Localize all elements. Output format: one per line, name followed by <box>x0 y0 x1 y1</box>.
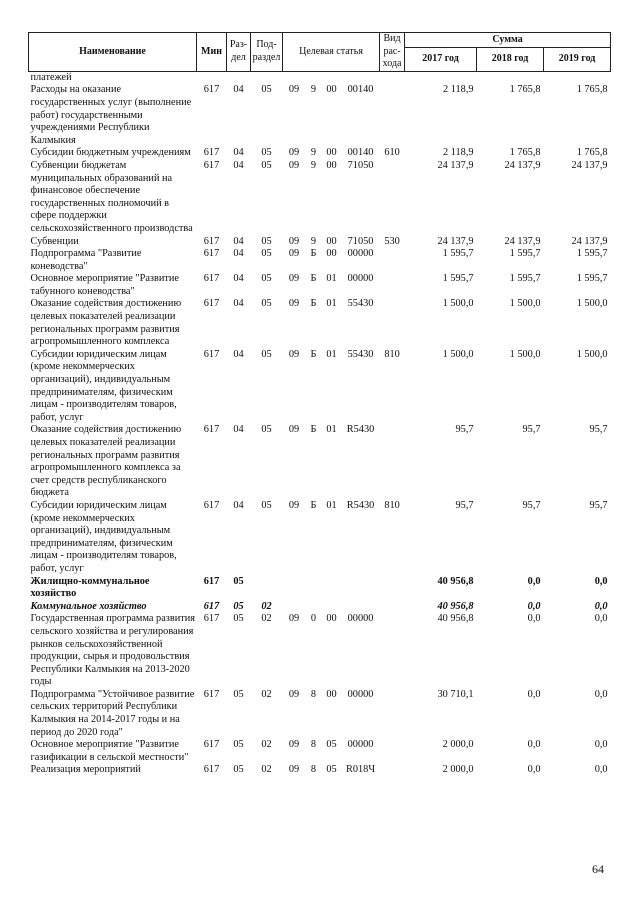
row-sum-2017: 40 956,8 <box>437 600 474 612</box>
row-target-program: 09 <box>288 248 300 260</box>
table-row <box>29 739 611 764</box>
row-target-event: 00 <box>326 248 337 260</box>
row-target-program: 09 <box>288 499 300 511</box>
row-sum-2018: 95,7 <box>522 499 541 511</box>
row-name: платежей <box>30 71 72 83</box>
row-sum-2018: 0,0 <box>527 764 541 776</box>
row-sum-2019: 0,0 <box>594 613 608 625</box>
row-sum-2019 <box>544 71 611 84</box>
row-podrazdel: 05 <box>261 273 272 285</box>
row-razdel <box>227 71 251 84</box>
row-expense-type: 530 <box>384 235 400 247</box>
row-razdel: 05 <box>233 688 244 700</box>
row-target-event: 00 <box>326 688 337 700</box>
row-name: Субвенции бюджетам муниципальных образований на финансовое обеспечение государственных полномочий в сфере поддержки сельскохозяйственного производства <box>30 159 193 234</box>
row-target-direction: R018Ч <box>346 764 376 776</box>
row-expense-type: 810 <box>384 499 400 511</box>
row-razdel: 04 <box>233 248 244 260</box>
row-expense-type <box>380 739 405 764</box>
row-sum-2017: 1 595,7 <box>442 248 474 260</box>
table-row <box>29 576 611 601</box>
row-target-event: 05 <box>326 764 337 776</box>
table-row <box>29 424 611 500</box>
row-razdel: 05 <box>233 764 244 776</box>
row-name: Оказание содействия достижению целевых показателей реализации региональных программ развития агропромышленного комплекса за счет средств республиканского бюджета <box>30 424 182 499</box>
row-target-direction <box>342 576 380 601</box>
header-year-2018: 2018 год <box>477 48 544 71</box>
row-podrazdel: 05 <box>261 159 272 171</box>
row-ministry: 617 <box>203 424 220 436</box>
row-podrazdel: 05 <box>261 147 272 159</box>
row-sum-2017: 2 000,0 <box>442 739 474 751</box>
row-sum-2019: 1 595,7 <box>576 248 608 260</box>
row-expense-type <box>380 160 405 236</box>
row-ministry: 617 <box>203 248 220 260</box>
row-target-event: 01 <box>326 348 337 360</box>
row-target-event <box>322 71 342 84</box>
row-sum-2019: 95,7 <box>589 424 608 436</box>
row-sum-2018 <box>477 71 544 84</box>
row-target-direction: 71050 <box>347 235 374 247</box>
table-row <box>29 689 611 739</box>
header-sum: Сумма <box>405 33 611 48</box>
table-row <box>29 236 611 249</box>
row-razdel: 04 <box>233 147 244 159</box>
row-sum-2018: 1 595,7 <box>509 248 541 260</box>
row-podrazdel: 02 <box>261 764 272 776</box>
row-target-subprogram: Б <box>310 424 317 436</box>
row-target-event: 01 <box>326 298 337 310</box>
row-name: Реализация мероприятий <box>30 764 141 776</box>
row-sum-2017: 30 710,1 <box>437 688 474 700</box>
row-sum-2017: 2 118,9 <box>443 147 474 159</box>
row-target-program: 09 <box>288 764 300 776</box>
row-sum-2017: 95,7 <box>455 424 474 436</box>
row-target-subprogram: 8 <box>310 688 317 700</box>
row-sum-2019: 1 595,7 <box>576 273 608 285</box>
row-target-event <box>322 576 342 601</box>
table-row <box>29 349 611 425</box>
row-expense-type: 810 <box>384 348 400 360</box>
row-sum-2017: 2 000,0 <box>442 764 474 776</box>
row-podrazdel: 02 <box>261 613 272 625</box>
row-target-subprogram: 8 <box>310 764 317 776</box>
row-target-subprogram: Б <box>310 298 317 310</box>
header-min: Мин <box>197 33 227 72</box>
row-name: Субсидии юридическим лицам (кроме некоммерческих организаций), индивидуальным предпринимателям, физическим лицам - производителям товаров, работ, услуг <box>30 348 177 423</box>
row-ministry: 617 <box>203 499 220 511</box>
row-ministry: 617 <box>203 348 220 360</box>
row-target-direction: 00000 <box>347 739 374 751</box>
header-name: Наименование <box>29 33 197 72</box>
row-ministry: 617 <box>203 159 220 171</box>
row-target-event: 00 <box>326 159 337 171</box>
row-expense-type <box>380 689 405 739</box>
row-podrazdel: 05 <box>261 248 272 260</box>
table-row <box>29 84 611 147</box>
row-name: Субвенции <box>30 235 79 247</box>
row-sum-2017: 1 595,7 <box>442 273 474 285</box>
table-row <box>29 147 611 160</box>
row-razdel: 04 <box>233 273 244 285</box>
row-target-subprogram: 9 <box>310 147 317 159</box>
row-name: Основное мероприятие "Развитие табунного коневодства" <box>30 273 179 297</box>
row-name: Субсидии бюджетным учреждениям <box>30 147 191 159</box>
row-podrazdel: 02 <box>261 600 272 612</box>
header-target-article: Целевая статья <box>283 33 380 72</box>
row-target-program: 09 <box>288 739 300 751</box>
row-name: Коммунальное хозяйство <box>30 600 147 612</box>
row-name: Расходы на оказание государственных услуг (выполнение работ) государственными учреждениями Республики Калмыкия <box>30 84 192 146</box>
row-sum-2018: 1 595,7 <box>509 273 541 285</box>
row-target-direction: 00140 <box>347 84 374 96</box>
row-sum-2019: 0,0 <box>594 688 608 700</box>
row-podrazdel <box>251 71 283 84</box>
row-target-subprogram: 9 <box>310 159 317 171</box>
table-row <box>29 71 611 84</box>
row-podrazdel: 02 <box>261 739 272 751</box>
row-ministry: 617 <box>203 84 220 96</box>
row-sum-2018: 0,0 <box>527 688 541 700</box>
row-podrazdel: 05 <box>261 298 272 310</box>
row-target-subprogram: Б <box>310 248 317 260</box>
row-expense-type <box>380 273 405 298</box>
row-podrazdel: 02 <box>261 688 272 700</box>
row-podrazdel <box>251 576 283 601</box>
row-target-subprogram <box>306 601 322 614</box>
row-podrazdel: 05 <box>261 424 272 436</box>
row-expense-type <box>380 764 405 777</box>
table-row <box>29 601 611 614</box>
row-target-program: 09 <box>288 84 300 96</box>
row-sum-2019: 1 765,8 <box>576 84 608 96</box>
row-razdel: 05 <box>233 600 244 612</box>
row-sum-2018: 0,0 <box>527 613 541 625</box>
row-target-program: 09 <box>288 298 300 310</box>
row-name: Основное мероприятие "Развитие газификации в сельской местности" <box>30 739 189 763</box>
row-podrazdel: 05 <box>261 235 272 247</box>
row-name: Подпрограмма "Устойчивое развитие сельских территорий Республики Калмыкия на 2014-2017 годы и на период до 2020 года" <box>30 688 195 738</box>
row-sum-2018: 1 765,8 <box>509 147 541 159</box>
row-target-event: 01 <box>326 273 337 285</box>
header-podrazdel: Под-раздел <box>251 33 283 72</box>
row-target-subprogram: Б <box>310 273 317 285</box>
row-name: Жилищно-коммунальное хозяйство <box>30 575 150 600</box>
row-target-program: 09 <box>288 147 300 159</box>
row-target-subprogram: 0 <box>310 613 317 625</box>
row-target-event: 00 <box>326 235 337 247</box>
row-target-subprogram: Б <box>310 348 317 360</box>
row-razdel: 04 <box>233 235 244 247</box>
row-ministry: 617 <box>203 273 220 285</box>
row-expense-type <box>380 84 405 147</box>
row-sum-2018: 24 137,9 <box>504 159 541 171</box>
row-target-subprogram: Б <box>310 499 317 511</box>
row-razdel: 04 <box>233 298 244 310</box>
row-sum-2017 <box>405 71 477 84</box>
row-target-direction: 00000 <box>347 248 374 260</box>
row-expense-type <box>380 601 405 614</box>
row-target-direction: 00000 <box>347 688 374 700</box>
row-sum-2017: 1 500,0 <box>442 298 474 310</box>
row-expense-type <box>380 613 405 689</box>
row-ministry: 617 <box>203 613 220 625</box>
row-target-event: 00 <box>326 84 337 96</box>
row-sum-2017: 40 956,8 <box>437 575 474 587</box>
row-target-program <box>283 71 306 84</box>
table-row <box>29 500 611 576</box>
row-razdel: 04 <box>233 84 244 96</box>
row-expense-type: 610 <box>384 147 400 159</box>
row-sum-2018: 0,0 <box>527 739 541 751</box>
row-expense-type <box>380 248 405 273</box>
row-sum-2019: 0,0 <box>594 764 608 776</box>
row-name: Оказание содействия достижению целевых показателей реализации региональных программ развития агропромышленного комплекса <box>30 298 182 348</box>
row-ministry: 617 <box>203 739 220 751</box>
row-razdel: 04 <box>233 499 244 511</box>
row-sum-2018: 1 765,8 <box>509 84 541 96</box>
row-target-event: 05 <box>326 739 337 751</box>
row-razdel: 04 <box>233 424 244 436</box>
row-target-program: 09 <box>288 159 300 171</box>
row-ministry: 617 <box>203 298 220 310</box>
row-target-direction: 55430 <box>347 298 374 310</box>
row-sum-2017: 24 137,9 <box>437 235 474 247</box>
row-target-program <box>283 576 306 601</box>
row-target-event <box>322 601 342 614</box>
table-body <box>29 71 611 777</box>
row-sum-2019: 24 137,9 <box>571 235 608 247</box>
row-ministry: 617 <box>203 764 220 776</box>
row-target-event: 00 <box>326 147 337 159</box>
row-podrazdel: 05 <box>261 499 272 511</box>
budget-table-sheet <box>28 32 610 777</box>
row-sum-2019: 0,0 <box>594 600 608 612</box>
row-target-direction: R5430 <box>346 499 375 511</box>
row-ministry: 617 <box>203 575 220 587</box>
row-target-direction: R5430 <box>346 424 375 436</box>
row-sum-2019: 1 500,0 <box>576 298 608 310</box>
row-name: Субсидии юридическим лицам (кроме некоммерческих организаций), индивидуальным предпринимателям, физическим лицам - производителям товаров, работ, услуг <box>30 499 177 574</box>
row-name: Государственная программа развития сельского хозяйства и регулирования рынков сельскохозяйственной продукции, сырья и продовольствия Республики Калмыкия на 2013-2020 годы <box>30 613 195 688</box>
row-sum-2019: 95,7 <box>589 499 608 511</box>
row-sum-2019: 0,0 <box>594 739 608 751</box>
row-target-event: 01 <box>326 424 337 436</box>
row-target-subprogram <box>306 576 322 601</box>
row-target-direction <box>342 601 380 614</box>
row-target-direction: 00000 <box>347 613 374 625</box>
table-row <box>29 613 611 689</box>
row-sum-2017: 24 137,9 <box>437 159 474 171</box>
row-expense-type <box>380 71 405 84</box>
row-sum-2018: 0,0 <box>527 575 541 587</box>
row-sum-2017: 95,7 <box>455 499 474 511</box>
row-ministry <box>197 71 227 84</box>
row-sum-2018: 1 500,0 <box>509 348 541 360</box>
table-row <box>29 273 611 298</box>
row-name: Подпрограмма "Развитие коневодства" <box>30 248 142 272</box>
table-row <box>29 298 611 348</box>
row-sum-2019: 24 137,9 <box>571 159 608 171</box>
row-razdel: 05 <box>233 739 244 751</box>
row-ministry: 617 <box>203 600 220 612</box>
row-podrazdel: 05 <box>261 348 272 360</box>
row-sum-2017: 2 118,9 <box>443 84 474 96</box>
row-sum-2018: 24 137,9 <box>504 235 541 247</box>
row-sum-2017: 40 956,8 <box>437 613 474 625</box>
row-target-program <box>283 601 306 614</box>
header-razdel: Раз-дел <box>227 33 251 72</box>
row-razdel: 05 <box>233 613 244 625</box>
row-target-subprogram <box>306 71 322 84</box>
row-target-direction: 71050 <box>347 159 374 171</box>
row-target-subprogram: 8 <box>310 739 317 751</box>
row-expense-type <box>380 424 405 500</box>
row-target-direction: 00140 <box>347 147 374 159</box>
row-sum-2017: 1 500,0 <box>442 348 474 360</box>
row-sum-2019: 0,0 <box>594 575 608 587</box>
row-podrazdel: 05 <box>261 84 272 96</box>
row-target-direction: 55430 <box>347 348 374 360</box>
row-sum-2018: 95,7 <box>522 424 541 436</box>
row-sum-2018: 1 500,0 <box>509 298 541 310</box>
row-target-event: 00 <box>326 613 337 625</box>
row-ministry: 617 <box>203 688 220 700</box>
row-target-event: 01 <box>326 499 337 511</box>
row-target-subprogram: 9 <box>310 235 317 247</box>
page-number: 64 <box>592 862 604 876</box>
row-sum-2019: 1 765,8 <box>576 147 608 159</box>
row-sum-2018: 0,0 <box>527 600 541 612</box>
row-ministry: 617 <box>203 147 220 159</box>
row-target-subprogram: 9 <box>310 84 317 96</box>
row-target-program: 09 <box>288 348 300 360</box>
row-expense-type <box>380 298 405 348</box>
row-razdel: 04 <box>233 348 244 360</box>
row-target-program: 09 <box>288 688 300 700</box>
table-row <box>29 764 611 777</box>
row-sum-2019: 1 500,0 <box>576 348 608 360</box>
table-row <box>29 160 611 236</box>
table-row <box>29 248 611 273</box>
row-target-program: 09 <box>288 613 300 625</box>
row-target-program: 09 <box>288 424 300 436</box>
header-year-2019: 2019 год <box>544 48 611 71</box>
table-header <box>29 33 611 72</box>
row-target-program: 09 <box>288 273 300 285</box>
header-year-2017: 2017 год <box>405 48 477 71</box>
header-expense-type: Вид рас-хода <box>380 33 405 72</box>
row-razdel: 05 <box>233 575 244 587</box>
row-target-direction <box>342 71 380 84</box>
row-razdel: 04 <box>233 159 244 171</box>
row-expense-type <box>380 576 405 601</box>
row-target-direction: 00000 <box>347 273 374 285</box>
budget-table <box>28 32 611 777</box>
row-target-program: 09 <box>288 235 300 247</box>
row-ministry: 617 <box>203 235 220 247</box>
